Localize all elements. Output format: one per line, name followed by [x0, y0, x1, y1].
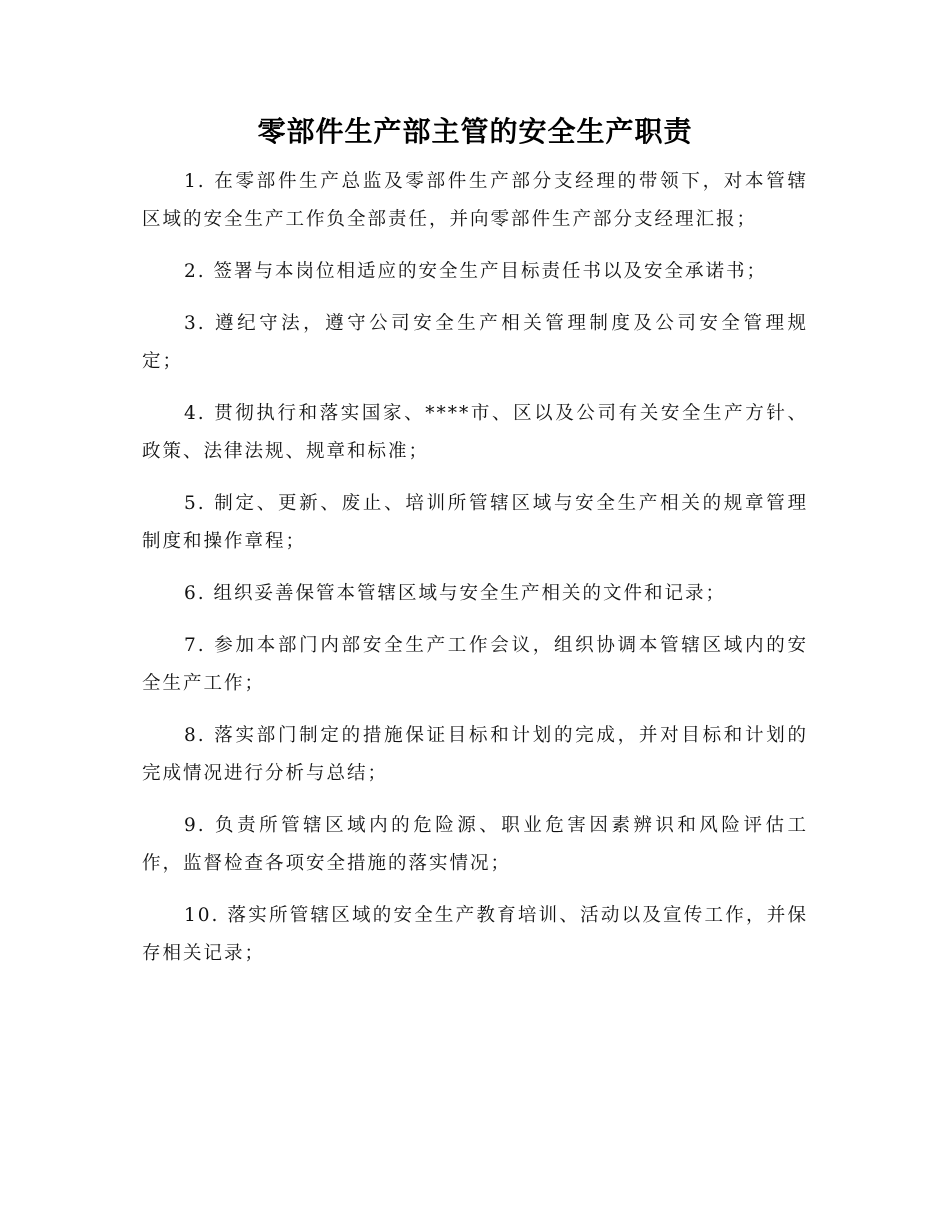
paragraph-1: 1. 在零部件生产总监及零部件生产部分支经理的带领下，对本管辖区域的安全生产工作负全部责任，并向零部件生产部分支经理汇报； — [142, 171, 808, 230]
document-body — [142, 163, 808, 987]
paragraph-9: 9. 负责所管辖区域内的危险源、职业危害因素辨识和风险评估工作，监督检查各项安全措施的落实情况； — [142, 815, 808, 874]
paragraph-10: 10. 落实所管辖区域的安全生产教育培训、活动以及宣传工作，并保存相关记录； — [142, 905, 808, 964]
paragraph-3: 3. 遵纪守法，遵守公司安全生产相关管理制度及公司安全管理规定； — [142, 313, 808, 372]
paragraph-8: 8. 落实部门制定的措施保证目标和计划的完成，并对目标和计划的完成情况进行分析与总结； — [142, 725, 808, 784]
document-title: 零部件生产部主管的安全生产职责 — [257, 115, 693, 148]
paragraph-5: 5. 制定、更新、废止、培训所管辖区域与安全生产相关的规章管理制度和操作章程； — [142, 493, 808, 552]
paragraph-2: 2. 签署与本岗位相适应的安全生产目标责任书以及安全承诺书； — [184, 261, 768, 282]
paragraph-6: 6. 组织妥善保管本管辖区域与安全生产相关的文件和记录； — [184, 583, 727, 604]
paragraph-4: 4. 贯彻执行和落实国家、****市、区以及公司有关安全生产方针、政策、法律法规、规章和标准； — [142, 403, 808, 462]
paragraph-7: 7. 参加本部门内部安全生产工作会议，组织协调本管辖区域内的安全生产工作； — [142, 635, 808, 694]
